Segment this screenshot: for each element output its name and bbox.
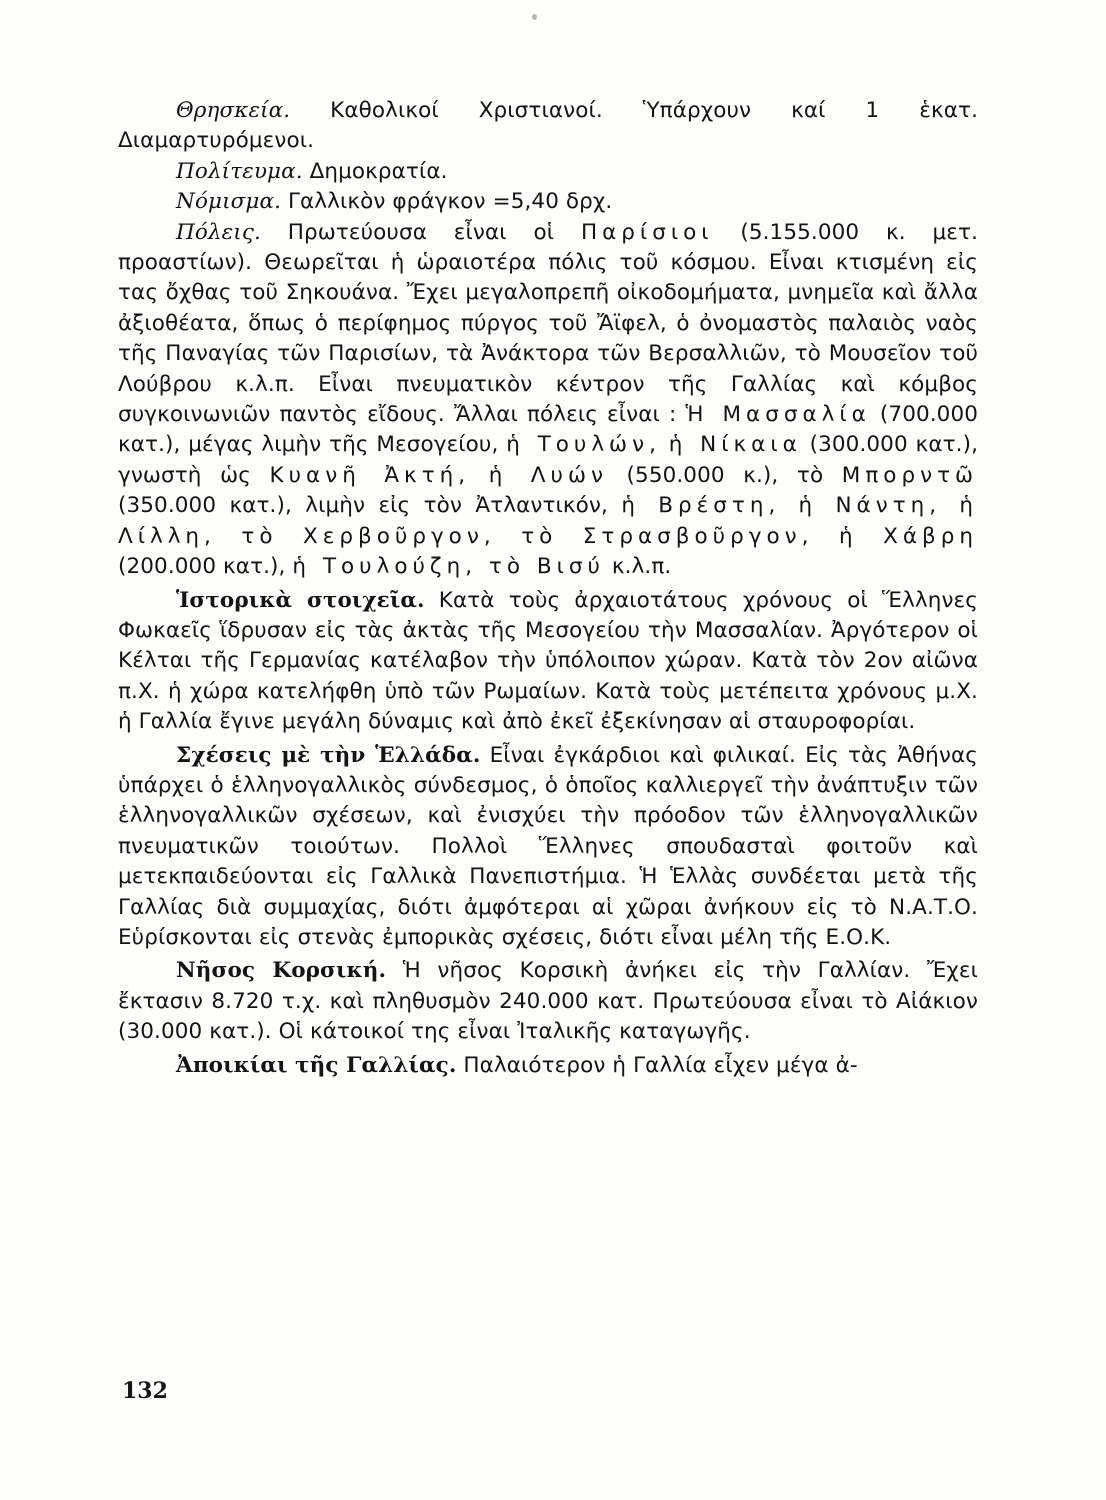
paragraph-government (118, 157, 978, 187)
city-bordeaux: Μπορντῶ (841, 462, 979, 488)
text-government: Δημοκρατία. (309, 158, 448, 184)
heading-relations: Σχέσεις μὲ τὴν Ἑλλάδα. (176, 742, 481, 768)
paragraph-currency (118, 187, 978, 217)
paragraph-corsica (118, 956, 978, 1047)
paragraph-colonies (118, 1051, 978, 1081)
print-speck (532, 14, 537, 20)
text-relations: Εἶναι ἐγκάρδιοι καὶ φιλικαί. Εἰς τὰς Ἀθήνας ὑπάρχει ὁ ἑλληνογαλλικὸς σύνδεσμος, ὁ ὁποῖος καλλιεργεῖ τὴν ἀνάπτυξιν τῶν ἑλληνογαλλικῶν σχέσεων, καὶ ἐνισχύει τὴν πρόοδον τῶν ἑλληνογαλλικῶν πνευματικῶν τοιούτων. Πολλοὶ Ἕλληνες σπουδασταὶ φοιτοῦν καὶ μετεκπαιδεύονται εἰς Γαλλικὰ Πανεπιστήμια. Ἡ Ἑλλὰς συνδέεται μετὰ τῆς Γαλλίας διὰ συμμαχίας, διότι ἀμφότεραι αἱ χῶραι ἀνήκουν εἰς τὸ Ν.Α.Τ.Ο. Εὑρίσκονται εἰς στενὰς ἐμπορικὰς σχέσεις, διότι εἶναι μέλη τῆς Ε.Ο.Κ. (118, 742, 978, 950)
label-government: Πολίτευμα. (176, 158, 303, 184)
text-cities-7: (200.000 κατ.), (118, 554, 286, 580)
heading-history: Ἱστορικὰ στοιχεῖα. (176, 587, 425, 613)
city-lyon: ἡ Λυών (488, 462, 608, 488)
paragraph-relations (118, 741, 978, 954)
city-toulon: ἡ Τουλών, (506, 432, 661, 458)
paragraph-cities (118, 218, 978, 583)
label-religion: Θρησκεία. (176, 98, 291, 123)
text-cities-4: (300.000 κατ.), γνωστὴ ὡς (118, 432, 978, 488)
paragraph-religion (118, 96, 978, 157)
city-paris: Παρίσιοι (580, 219, 714, 245)
paragraph-history (118, 586, 978, 738)
text-cities-2: (5.155.000 κ. μετ. προαστίων). Θεωρεῖται ἡ ὡραιοτέρα πόλις τοῦ κόσμου. Εἶναι κτισμένη εἰς τας ὄχθας τοῦ Σηκουάνα. Ἔχει μεγαλοπρεπῆ οἰκοδομήματα, μνημεῖα καὶ ἄλλα ἀξιοθέατα, ὅπως ὁ περίφημος πύργος τοῦ Ἄϊφελ, ὁ ὀνομαστὸς παλαιὸς ναὸς τῆς Παναγίας τῶν Παρισίων, τὰ Ἀνάκτορα τῶν Βερσαλλιῶν, τὸ Μουσεῖον τοῦ Λούβρου κ.λ.π. Εἶναι πνευματικὸν κέντρον τῆς Γαλλίας καὶ κόμβος συγκοινωνιῶν παντὸς εἴδους. Ἄλλαι πόλεις εἶναι : (118, 219, 978, 428)
city-marseille: Ἡ Μασσαλία (685, 402, 871, 428)
label-currency: Νόμισμα. (176, 189, 282, 215)
text-cities-5: (550.000 κ.), τὸ (626, 462, 824, 488)
text-cities-8: κ.λ.π. (611, 554, 672, 580)
heading-colonies: Ἀποικίαι τῆς Γαλλίας. (176, 1052, 457, 1078)
text-religion: Καθολικοί Χριστιανοί. Ὑπάρχουν καί 1 ἑκατ. Διαμαρτυρόμενοι. (118, 98, 978, 154)
region-cote-dazur: Κυανῆ Ἀκτή, (269, 462, 471, 488)
heading-corsica: Νῆσος Κορσική. (176, 958, 387, 984)
text-corsica: Ἡ νῆσος Κορσικὴ ἀνήκει εἰς τὴν Γαλλίαν. Ἔχει ἔκτασιν 8.720 τ.χ. καὶ πληθυσμὸν 240.000 κατ. Πρωτεύουσα εἶναι τὸ Αἰάκιον (30.000 κατ.). Οἱ κάτοικοί της εἶναι Ἰταλικῆς καταγωγῆς. (118, 958, 978, 1045)
page-body (118, 96, 978, 1081)
city-list-brest-havre: ἡ Βρέστη, ἡ Νάντη, ἡ Λίλλη, τὸ Χερβοῦργον, τὸ Στρασβοῦργον, ἡ Χάβρη (118, 493, 979, 549)
city-list-toulouse-vichy: ἡ Τουλούζη, τὸ Βισύ (292, 554, 605, 580)
city-nice: ἡ Νίκαια (668, 432, 802, 458)
page-number: 132 (122, 1378, 168, 1404)
text-currency: Γαλλικὸν φράγκον =5,40 δρχ. (287, 189, 613, 215)
text-colonies: Παλαιότερον ἡ Γαλλία εἶχεν μέγα ἀ- (463, 1052, 858, 1078)
text-cities-1: Πρωτεύουσα εἶναι οἱ (287, 219, 555, 245)
text-cities-3: (700.000 κατ.), μέγας λιμὴν τῆς Μεσογείου, (118, 402, 979, 458)
text-cities-6: (350.000 κατ.), λιμὴν εἰς τὸν Ἀτλαντικόν, (118, 493, 608, 519)
text-history: Κατὰ τοὺς ἀρχαιοτάτους χρόνους οἱ Ἕλληνες Φωκαεῖς ἵδρυσαν εἰς τὰς ἀκτὰς τῆς Μεσογείου τὴν Μασσαλίαν. Ἀργότερον οἱ Κέλται τῆς Γερμανίας κατέλαβον τὴν ὑπόλοιπον χώραν. Κατὰ τὸν 2ον αἰῶνα π.Χ. ἡ χώρα κατελήφθη ὑπὸ τῶν Ρωμαίων. Κατὰ τοὺς μετέπειτα χρόνους μ.Χ. ἡ Γαλλία ἔγινε μεγάλη δύναμις καὶ ἀπὸ ἐκεῖ ἐξεκίνησαν αἱ σταυροφορίαι. (118, 587, 978, 735)
label-cities: Πόλεις. (176, 219, 261, 245)
